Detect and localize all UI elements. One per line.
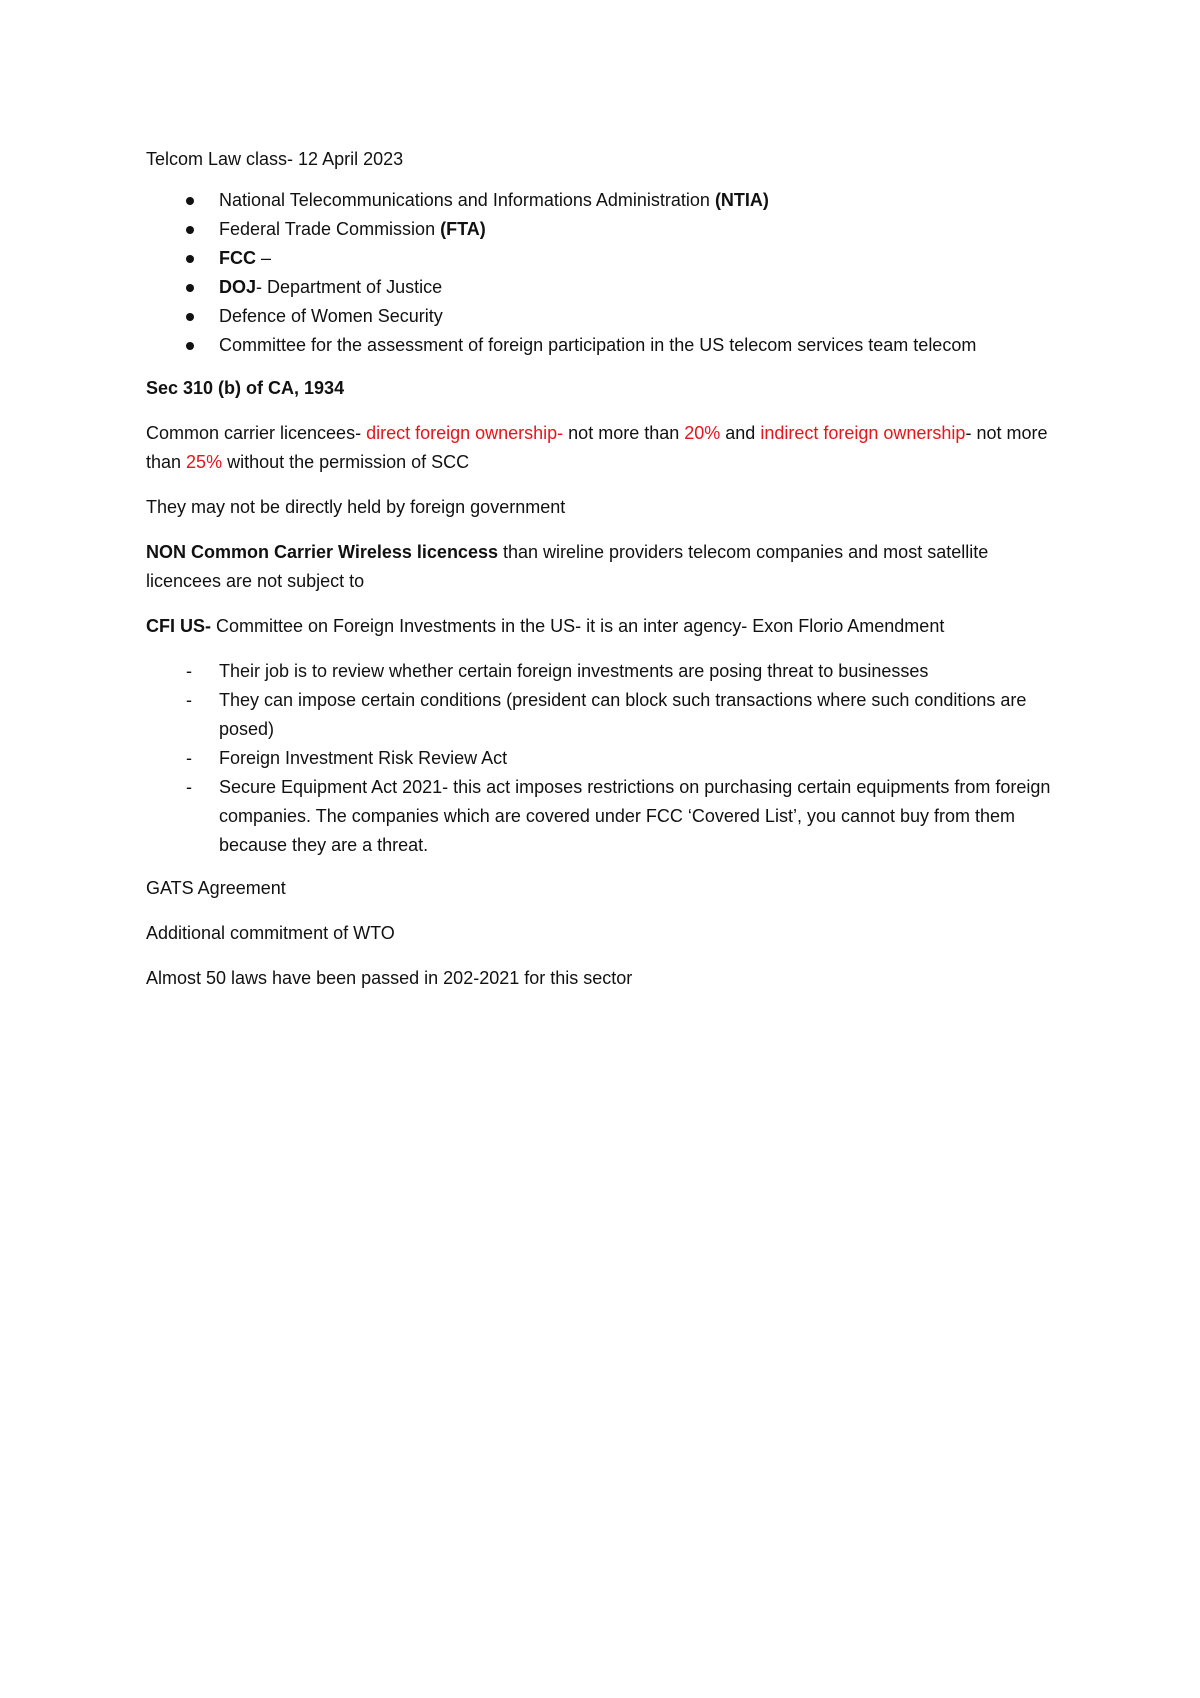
- bold-text: CFI US-: [146, 616, 211, 636]
- list-item: [146, 215, 1066, 244]
- section-heading: Sec 310 (b) of CA, 1934: [146, 378, 345, 398]
- list-item-text: - Department of Justice: [256, 277, 443, 297]
- list-item-text: Their job is to review whether certain foreign investments are posing threat to businesses: [219, 661, 929, 681]
- list-item-bold: DOJ: [219, 277, 257, 297]
- list-item: [146, 273, 1066, 302]
- highlight-text: direct foreign ownership-: [366, 423, 564, 443]
- list-item-bold: FCC: [219, 248, 256, 268]
- text-span: without the permission of SCC: [222, 452, 470, 472]
- list-item-text: Foreign Investment Risk Review Act: [219, 748, 508, 768]
- dash-marker: -: [186, 690, 192, 710]
- list-item: [146, 302, 1066, 331]
- cfius-paragraph: [146, 612, 1066, 641]
- bullet-icon: [186, 313, 194, 321]
- text-span: - not more than: [146, 423, 1048, 472]
- list-item-text: Defence of Women Security: [219, 306, 443, 326]
- list-item-text: Secure Equipment Act 2021- this act imposes restrictions on purchasing certain equipments from foreign companies. The companies which are covered under FCC ‘Covered List’, you cannot buy from them because they are a threat.: [219, 777, 1051, 855]
- bullet-icon: [186, 284, 194, 292]
- dash-marker: -: [186, 748, 192, 768]
- document-title: Telcom Law class- 12 April 2023: [146, 149, 404, 169]
- bullet-icon: [186, 342, 194, 350]
- list-item-text: –: [256, 248, 272, 268]
- text-span: than wireline providers telecom companies and most satellite licencees are not subject to: [146, 542, 989, 591]
- text-span: Common carrier licencees-: [146, 423, 367, 443]
- bullet-icon: [186, 255, 194, 263]
- bullet-icon: [186, 226, 194, 234]
- list-item: [146, 244, 1066, 273]
- highlight-text: 20%: [684, 423, 721, 443]
- bold-text: NON Common Carrier Wireless licencess: [146, 542, 498, 562]
- list-item: [146, 657, 1066, 686]
- agency-list: [146, 186, 1066, 360]
- list-item-text: Committee for the assessment of foreign participation in the US telecom services team telecom: [219, 335, 977, 355]
- list-item: [146, 186, 1066, 215]
- list-item: [146, 744, 1066, 773]
- highlight-text: indirect foreign ownership: [760, 423, 966, 443]
- list-item: [146, 773, 1066, 860]
- list-item: [146, 686, 1066, 744]
- highlight-text: 25%: [186, 452, 223, 472]
- cfius-points-list: [146, 657, 1066, 860]
- foreign-government-paragraph: They may not be directly held by foreign government: [146, 497, 566, 517]
- common-carrier-paragraph: [146, 419, 1066, 477]
- dash-marker: -: [186, 661, 192, 681]
- laws-paragraph: Almost 50 laws have been passed in 202-2021 for this sector: [146, 968, 633, 988]
- text-span: and: [720, 423, 761, 443]
- list-item: [146, 331, 1066, 360]
- non-common-carrier-paragraph: [146, 538, 1066, 596]
- list-item-text: Federal Trade Commission: [219, 219, 441, 239]
- document-page: [146, 145, 1066, 1009]
- list-item-text: They can impose certain conditions (president can block such transactions where such conditions are posed): [219, 690, 1027, 739]
- list-item-bold: (FTA): [440, 219, 486, 239]
- list-item-bold: (NTIA): [714, 190, 769, 210]
- bullet-icon: [186, 197, 194, 205]
- list-item-text: National Telecommunications and Informations Administration: [219, 190, 715, 210]
- dash-marker: -: [186, 777, 192, 797]
- wto-paragraph: Additional commitment of WTO: [146, 923, 395, 943]
- text-span: not more than: [563, 423, 685, 443]
- gats-paragraph: GATS Agreement: [146, 878, 286, 898]
- text-span: Committee on Foreign Investments in the US- it is an inter agency- Exon Florio Amendment: [211, 616, 945, 636]
